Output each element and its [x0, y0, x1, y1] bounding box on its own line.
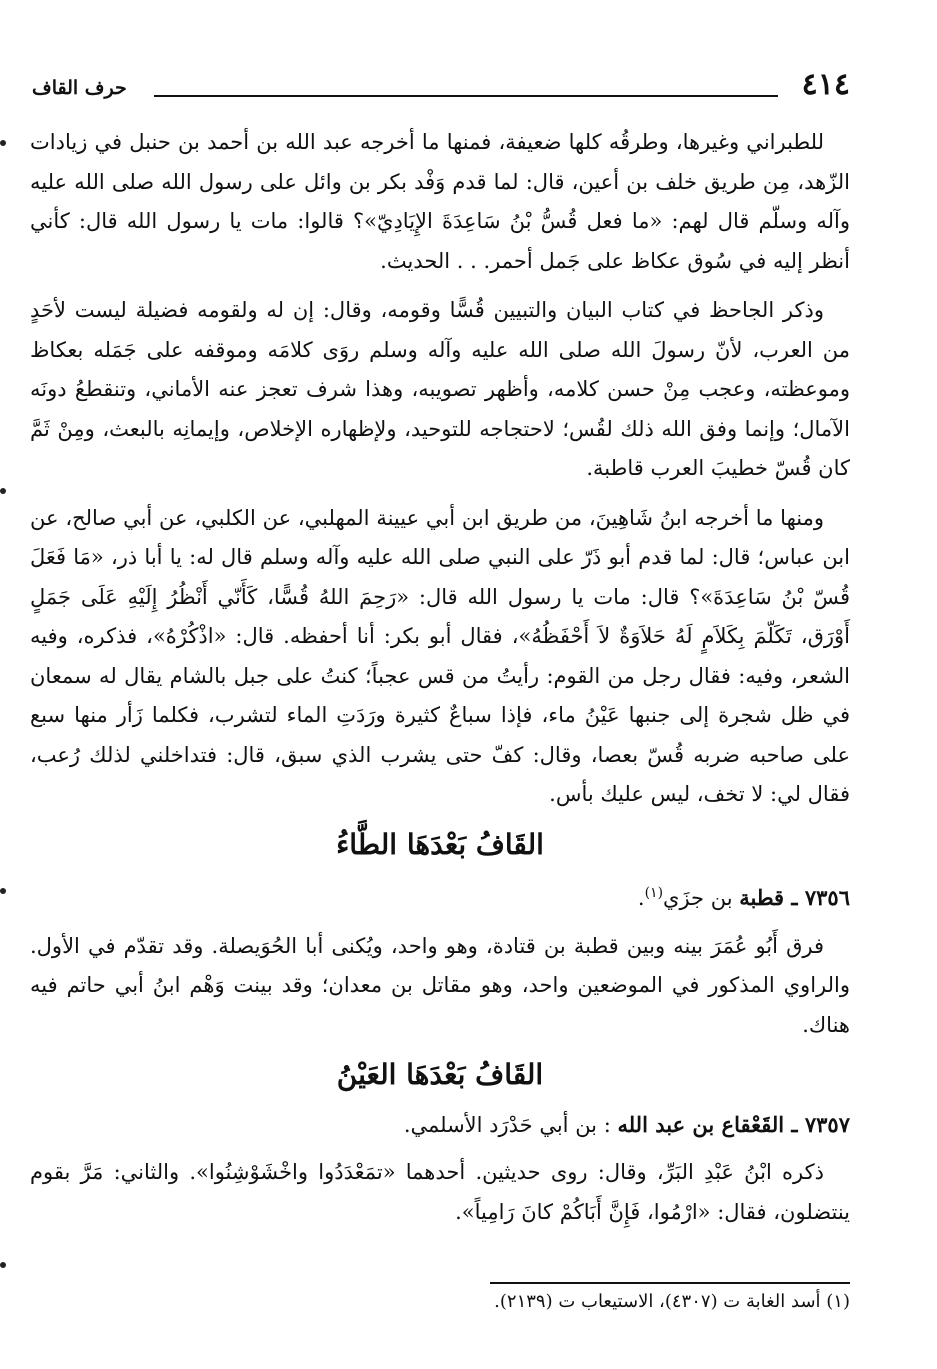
footnote-marker: (١): [644, 885, 664, 901]
entry-name-rest: بن جزَي: [663, 886, 740, 910]
entry-end: .: [637, 886, 645, 910]
entry-number: ٧٣٥٧: [804, 1111, 850, 1137]
page-number: ٤١٤: [801, 67, 850, 102]
book-page: [30, 55, 850, 1355]
footnote-rule: [490, 1282, 850, 1284]
running-header: [30, 67, 850, 107]
entry-name-rest: : بن أبي حَدْرَد الأسلمي.: [403, 1112, 618, 1137]
paragraph-1: للطبراني وغيرها، وطرقُه كلها ضعيفة، فمنها ما أخرجه عبد الله بن أحمد بن حنبل في زيادات الزّهد، مِن طريق خلف بن أعين، قال: لما قدم وَفْد بكر بن وائل على رسول الله صلى الله عليه وآله وسلّم قال لهم: «ما فعل قُسُّ بْنُ سَاعِدَةَ الإِيَادِيّ»؟ قالوا: مات يا رسول الله قال: كأني أنظر إليه في سُوق عكاظ على جَمل أحمر. . . الحديث.: [30, 130, 850, 273]
entry-7356-text: فرق أَبُو عُمَرَ بينه وبين قطبة بن قتادة، وهو واحد، ويُكنى أبا الحُوَيصلة. وقد تقدّم في الأول. والراوي المذكور في الموضعين واحد، وهو مقاتل بن معدان؛ وقد بينت وَهْم ابنُ أبي حاتم فيه هناك.: [30, 933, 850, 1037]
paragraph-3: ومنها ما أخرجه ابنُ شَاهِينَ، من طريق ابن أبي عيينة المهلبي، عن الكلبي، عن أبي صالح، عن ابن عباس؛ قال: لما قدم أبو ذَرّ على النبي صلى الله عليه وآله وسلم قال له: يا أبا ذر، «مَا فَعَلَ قُسّ بْنُ سَاعِدَةَ»؟ قال: مات يا رسول الله قال: «رَحِمَ اللهُ قُسًّا، كَأَنّي أَنْظُرُ إِلَيْهِ عَلَى جَمَلٍ أَوْرَق، تَكَلّمَ بِكَلاَمٍ لَهُ حَلاَوَةٌ لاَ أَحْفَظُهُ»، فقال أبو بكر: أنا أحفظه. قال: «اذْكُرْهُ»، فذكره، وفيه الشعر، وفيه: فقال رجل من القوم: رأيتُ من قس عجباً؛ كنتُ على جبل بالشام يقال له سمعان في ظل شجرة إلى جنبها عَيْنُ ماء، فإذا سباعٌ كثيرة ورَدَتِ الماء لتشرب، فكلما زَأر منها سبع على صاحبه ضربه قُسّ بعصا، وقال: كفّ حتى يشرب الذي سبق، قال: فتداخلني لذلك رُعب، فقال لي: لا تخف، ليس عليك بأس.: [30, 505, 850, 806]
entry-7357-text: ذكره ابْنُ عَبْدِ البَرِّ، وقال: روى حديثين. أحدهما «تمَعْدَدُوا واخْشَوْشِنُوا». والثاني: مَرَّ بقوم ينتضلون، فقال: «ارْمُوا، فَإِنَّ أَبَاكُمْ كانَ رَامِياً».: [30, 1160, 850, 1224]
chapter-heading-qaf-taa: القَافُ بَعْدَهَا الطَّاءُ: [336, 827, 544, 861]
entry-7357-heading: [30, 1105, 850, 1146]
entry-number: ٧٣٥٦: [804, 885, 850, 910]
chapter-heading-qaf-ayn: القَافُ بَعْدَهَا العَيْنُ: [336, 1058, 544, 1091]
footnote: (١) أسد الغابة ت (٤٣٠٧)، الاستيعاب ت (٢١٣٩).: [494, 1291, 850, 1312]
main-text: [30, 123, 850, 1242]
entry-name: القَعْقاع بن عبد الله: [617, 1111, 785, 1137]
margin-mark: [0, 140, 6, 146]
section-title: حرف القاف: [32, 77, 127, 99]
header-rule: [154, 95, 778, 97]
entry-name: قطبة: [739, 885, 785, 910]
margin-mark: [0, 888, 6, 894]
margin-mark: [0, 1262, 6, 1268]
margin-mark: [0, 488, 6, 494]
entry-dash: ـ: [784, 885, 805, 910]
entry-dash: ـ: [784, 1111, 805, 1137]
paragraph-2: وذكر الجاحظ في كتاب البيان والتبيين قُسًّا وقومه، وقال: إن له ولقومه فضيلة ليست لأحَدٍ من العرب، لأنّ رسولَ الله صلى الله عليه وآله وسلم روَى كلامَه وموقفه على جَمَله بعكاظ وموعظته، وعجب مِنْ حسن كلامه، وأظهر تصويبه، وهذا شرف تعجز عنه الأماني، وتنقطعُ دونَه الآمال؛ وإنما وفق الله ذلك لقُس؛ لاحتجاجه للتوحيد، ولإظهاره الإخلاص، وإيمانِه بالبعث، ومِنْ ثَمَّ كان قُسّ خطيبَ العرب قاطبة.: [30, 298, 850, 480]
entry-7356-heading: [30, 874, 850, 919]
